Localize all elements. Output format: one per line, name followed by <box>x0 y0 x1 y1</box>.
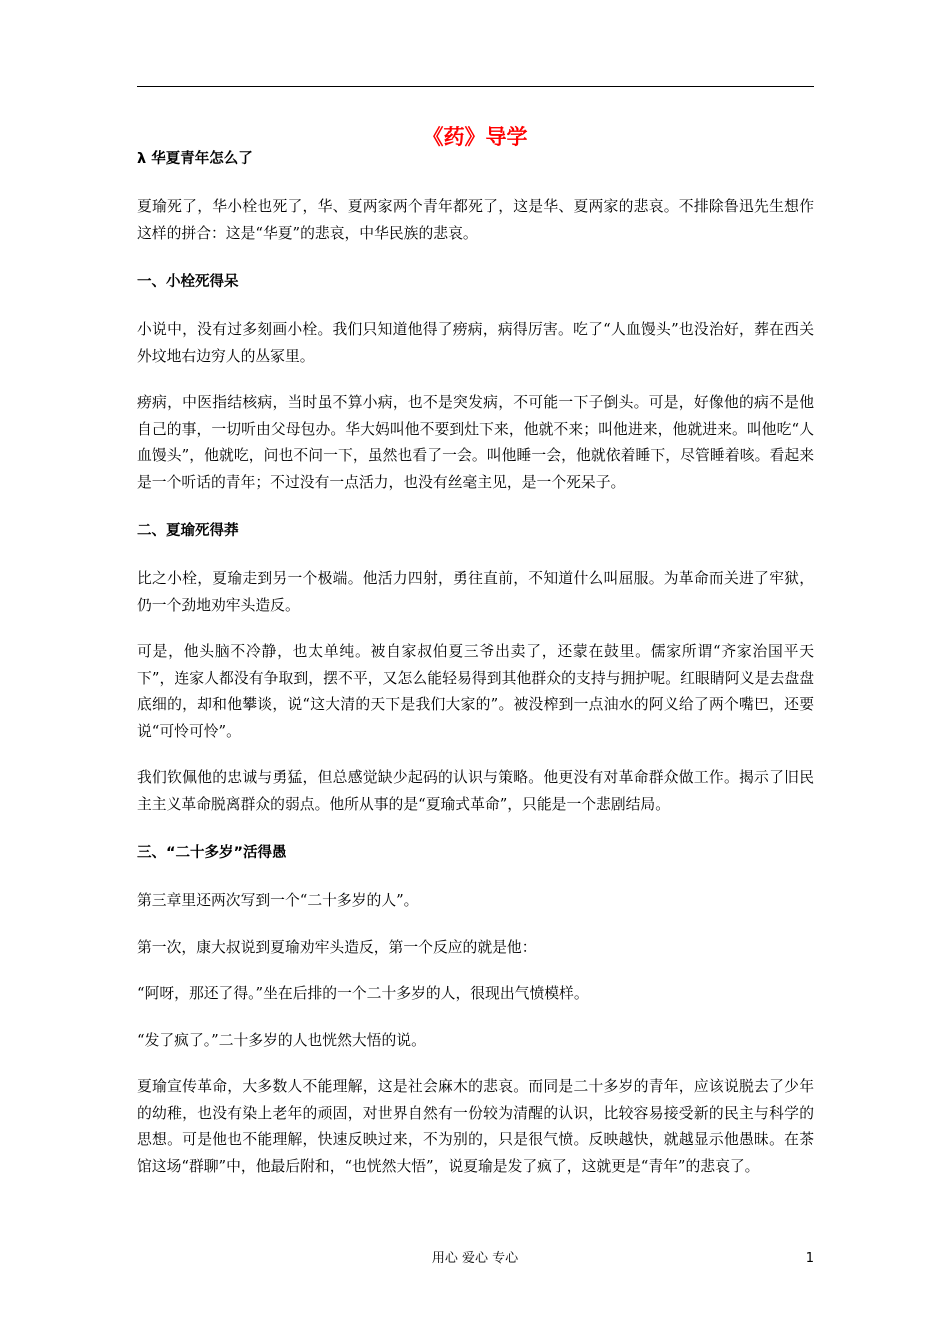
section-1-heading: 一、小栓死得呆 <box>137 274 239 290</box>
document-body <box>137 146 814 1180</box>
section-2-heading: 二、夏瑜死得莽 <box>137 523 239 539</box>
section-3-paragraph-1: 第三章里还两次写到一个“二十多岁的人”。 <box>137 892 419 909</box>
section-3-paragraph-4: “发了疯了。”二十多岁的人也恍然大悟的说。 <box>137 1031 426 1049</box>
section-2-paragraph-2: 可是，他头脑不冷静，也太单纯。被自家叔伯夏三爷出卖了，还蒙在鼓里。儒家所谓“齐家治国平天下”，连家人都没有争取到，摆不平，又怎么能轻易得到其他群众的支持与拥护呢。红眼睛阿义是去盘盘底细的，却和他攀谈，说“这大清的天下是我们大家的”。被没榨到一点油水的阿义给了两个嘴巴，还要说“可怜可怜”。 <box>137 643 814 740</box>
section-3-heading: 三、“二十多岁”活得愚 <box>137 845 287 861</box>
footer-motto: 用心 爱心 专心 <box>431 1251 519 1266</box>
section-2-paragraph-1: 比之小栓，夏瑜走到另一个极端。他活力四射，勇往直前，不知道什么叫屈服。为革命而关进了牢狱，仍一个劲地劝牢头造反。 <box>137 570 814 614</box>
section-1-paragraph-2: 痨病，中医指结核病，当时虽不算小病，也不是突发病，不可能一下子倒头。可是，好像他的病不是他自己的事，一切听由父母包办。华大妈叫他不要到灶下来，他就不来；叫他进来，他就进来。叫他吃“人血馒头”，他就吃，问也不问一下，虽然也看了一会。叫他睡一会，他就依着睡下，尽管睡着咳。看起来是一个听话的青年；不过没有一点活力，也没有丝毫主见，是一个死呆子。 <box>137 394 814 491</box>
header-rule <box>137 86 814 87</box>
intro-heading: λ 华夏青年怎么了 <box>137 151 253 167</box>
section-3-paragraph-2: 第一次，康大叔说到夏瑜劝牢头造反，第一个反应的就是他： <box>137 938 537 956</box>
page-number: 1 <box>805 1251 814 1266</box>
section-2-paragraph-3: 我们钦佩他的忠诚与勇猛，但总感觉缺少起码的认识与策略。他更没有对革命群众做工作。揭示了旧民主主义革命脱离群众的弱点。他所从事的是“夏瑜式革命”，只能是一个悲剧结局。 <box>137 769 814 813</box>
document-title: 《药》导学 <box>422 125 528 149</box>
intro-paragraph: 夏瑜死了，华小栓也死了，华、夏两家两个青年都死了，这是华、夏两家的悲哀。不排除鲁迅先生想作这样的拼合：这是“华夏”的悲哀，中华民族的悲哀。 <box>137 198 814 242</box>
section-1-paragraph-1: 小说中，没有过多刻画小栓。我们只知道他得了痨病，病得厉害。吃了“人血馒头”也没治好，葬在西关外坟地右边穷人的丛冢里。 <box>137 321 814 365</box>
section-3-paragraph-3: “阿呀，那还了得。”坐在后排的一个二十多岁的人，很现出气愤模样。 <box>137 985 589 1002</box>
section-3-paragraph-5: 夏瑜宣传革命，大多数人不能理解，这是社会麻木的悲哀。而同是二十多岁的青年，应该说脱去了少年的幼稚，也没有染上老年的顽固，对世界自然有一份较为清醒的认识，比较容易接受新的民主与科学的思想。可是他也不能理解，快速反映过来，不为别的，只是很气愤。反映越快，就越显示他愚昧。在茶馆这场“群聊”中，他最后附和，“也恍然大悟”，说夏瑜是发了疯了，这就更是“青年”的悲哀了。 <box>137 1078 814 1175</box>
